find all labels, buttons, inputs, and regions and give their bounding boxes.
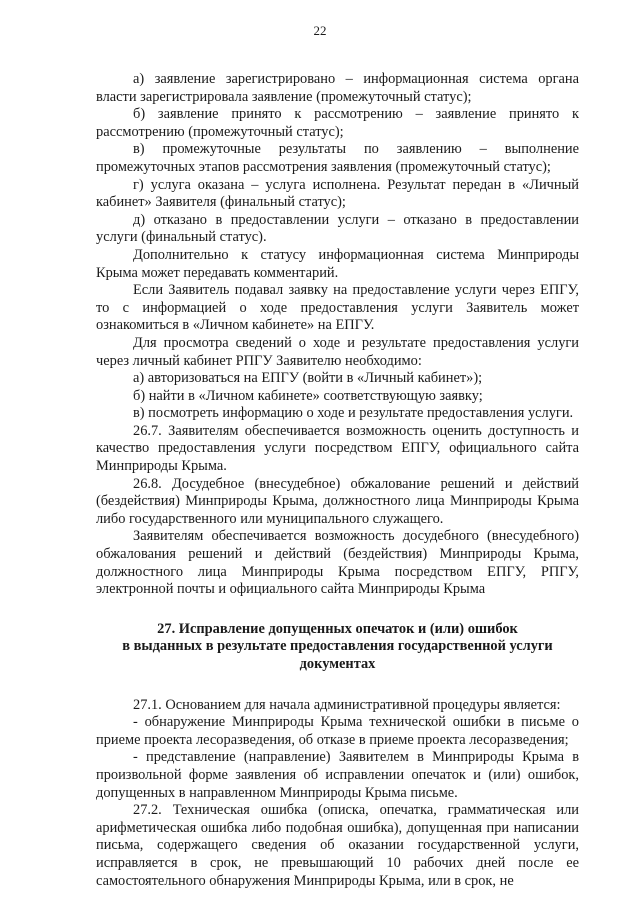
- document-body: [96, 71, 579, 890]
- section-heading-line: документах: [299, 656, 376, 672]
- paragraph: б) найти в «Личном кабинете» соответствующую заявку;: [133, 387, 483, 404]
- section-heading: [96, 621, 579, 674]
- paragraph: 27.2. Техническая ошибка (описка, опечатка, грамматическая или арифметическая ошибка либо подобная ошибка), допущенная при написании письма, содержащего сведения об оказании государственной услуги, исправляется в срок, не превышающий 10 рабочих дней после ее самостоятельного обнаружения Минприроды Крыма, или в срок, не: [96, 802, 579, 889]
- paragraph: Для просмотра сведений о ходе и результате предоставления услуги через личный кабинет РПГУ Заявителю необходимо:: [96, 334, 579, 369]
- paragraph: Если Заявитель подавал заявку на предоставление услуги через ЕПГУ, то с информацией о ходе предоставления услуги Заявитель может ознакомиться в «Личном кабинете» на ЕПГУ.: [96, 282, 579, 334]
- page-number: 22: [313, 23, 327, 38]
- paragraph: 26.8. Досудебное (внесудебное) обжалование решений и действий (бездействия) Минприроды Крыма, должностного лица Минприроды Крыма либо государственного или муниципального служащего.: [96, 475, 579, 527]
- paragraph: в) посмотреть информацию о ходе и результате предоставления услуги.: [133, 405, 574, 422]
- paragraph: а) авторизоваться на ЕПГУ (войти в «Личный кабинет»);: [133, 370, 483, 387]
- section-heading-line: в выданных в результате предоставления государственной услуги: [122, 638, 553, 655]
- section-heading-line: 27. Исправление допущенных опечаток и (или) ошибок: [157, 620, 518, 637]
- paragraph: 27.1. Основанием для начала административной процедуры является:: [133, 696, 561, 713]
- paragraph: г) услуга оказана – услуга исполнена. Результат передан в «Личный кабинет» Заявителя (финальный статус);: [96, 176, 579, 211]
- paragraph: - представление (направление) Заявителем в Минприроды Крыма в произвольной форме заявления об исправлении опечаток и (или) ошибок, допущенных в направленном Минприроды Крыма письме.: [96, 749, 579, 801]
- paragraph: Дополнительно к статусу информационная система Минприроды Крыма может передавать комментарий.: [96, 246, 579, 281]
- paragraph: 26.7. Заявителям обеспечивается возможность оценить доступность и качество предоставления услуги посредством ЕПГУ, официального сайта Минприроды Крыма.: [96, 422, 579, 475]
- paragraph: - обнаружение Минприроды Крыма технической ошибки в письме о приеме проекта лесоразведения, об отказе в приеме проекта лесоразведения;: [96, 714, 579, 748]
- paragraph: д) отказано в предоставлении услуги – отказано в предоставлении услуги (финальный статус).: [96, 211, 579, 246]
- paragraph: а) заявление зарегистрировано – информационная система органа власти зарегистрировала заявление (промежуточный статус);: [96, 71, 579, 105]
- paragraph: б) заявление принято к рассмотрению – заявление принято к рассмотрению (промежуточный статус);: [96, 106, 579, 140]
- paragraph: в) промежуточные результаты по заявлению – выполнение промежуточных этапов рассмотрения заявления (промежуточный статус);: [96, 141, 579, 175]
- paragraph: Заявителям обеспечивается возможность досудебного (внесудебного) обжалования решений и действий (бездействия) Минприроды Крыма, должностного лица Минприроды Крыма посредством ЕПГУ, РПГУ, электронной почты и официального сайта Минприроды Крыма: [96, 528, 579, 598]
